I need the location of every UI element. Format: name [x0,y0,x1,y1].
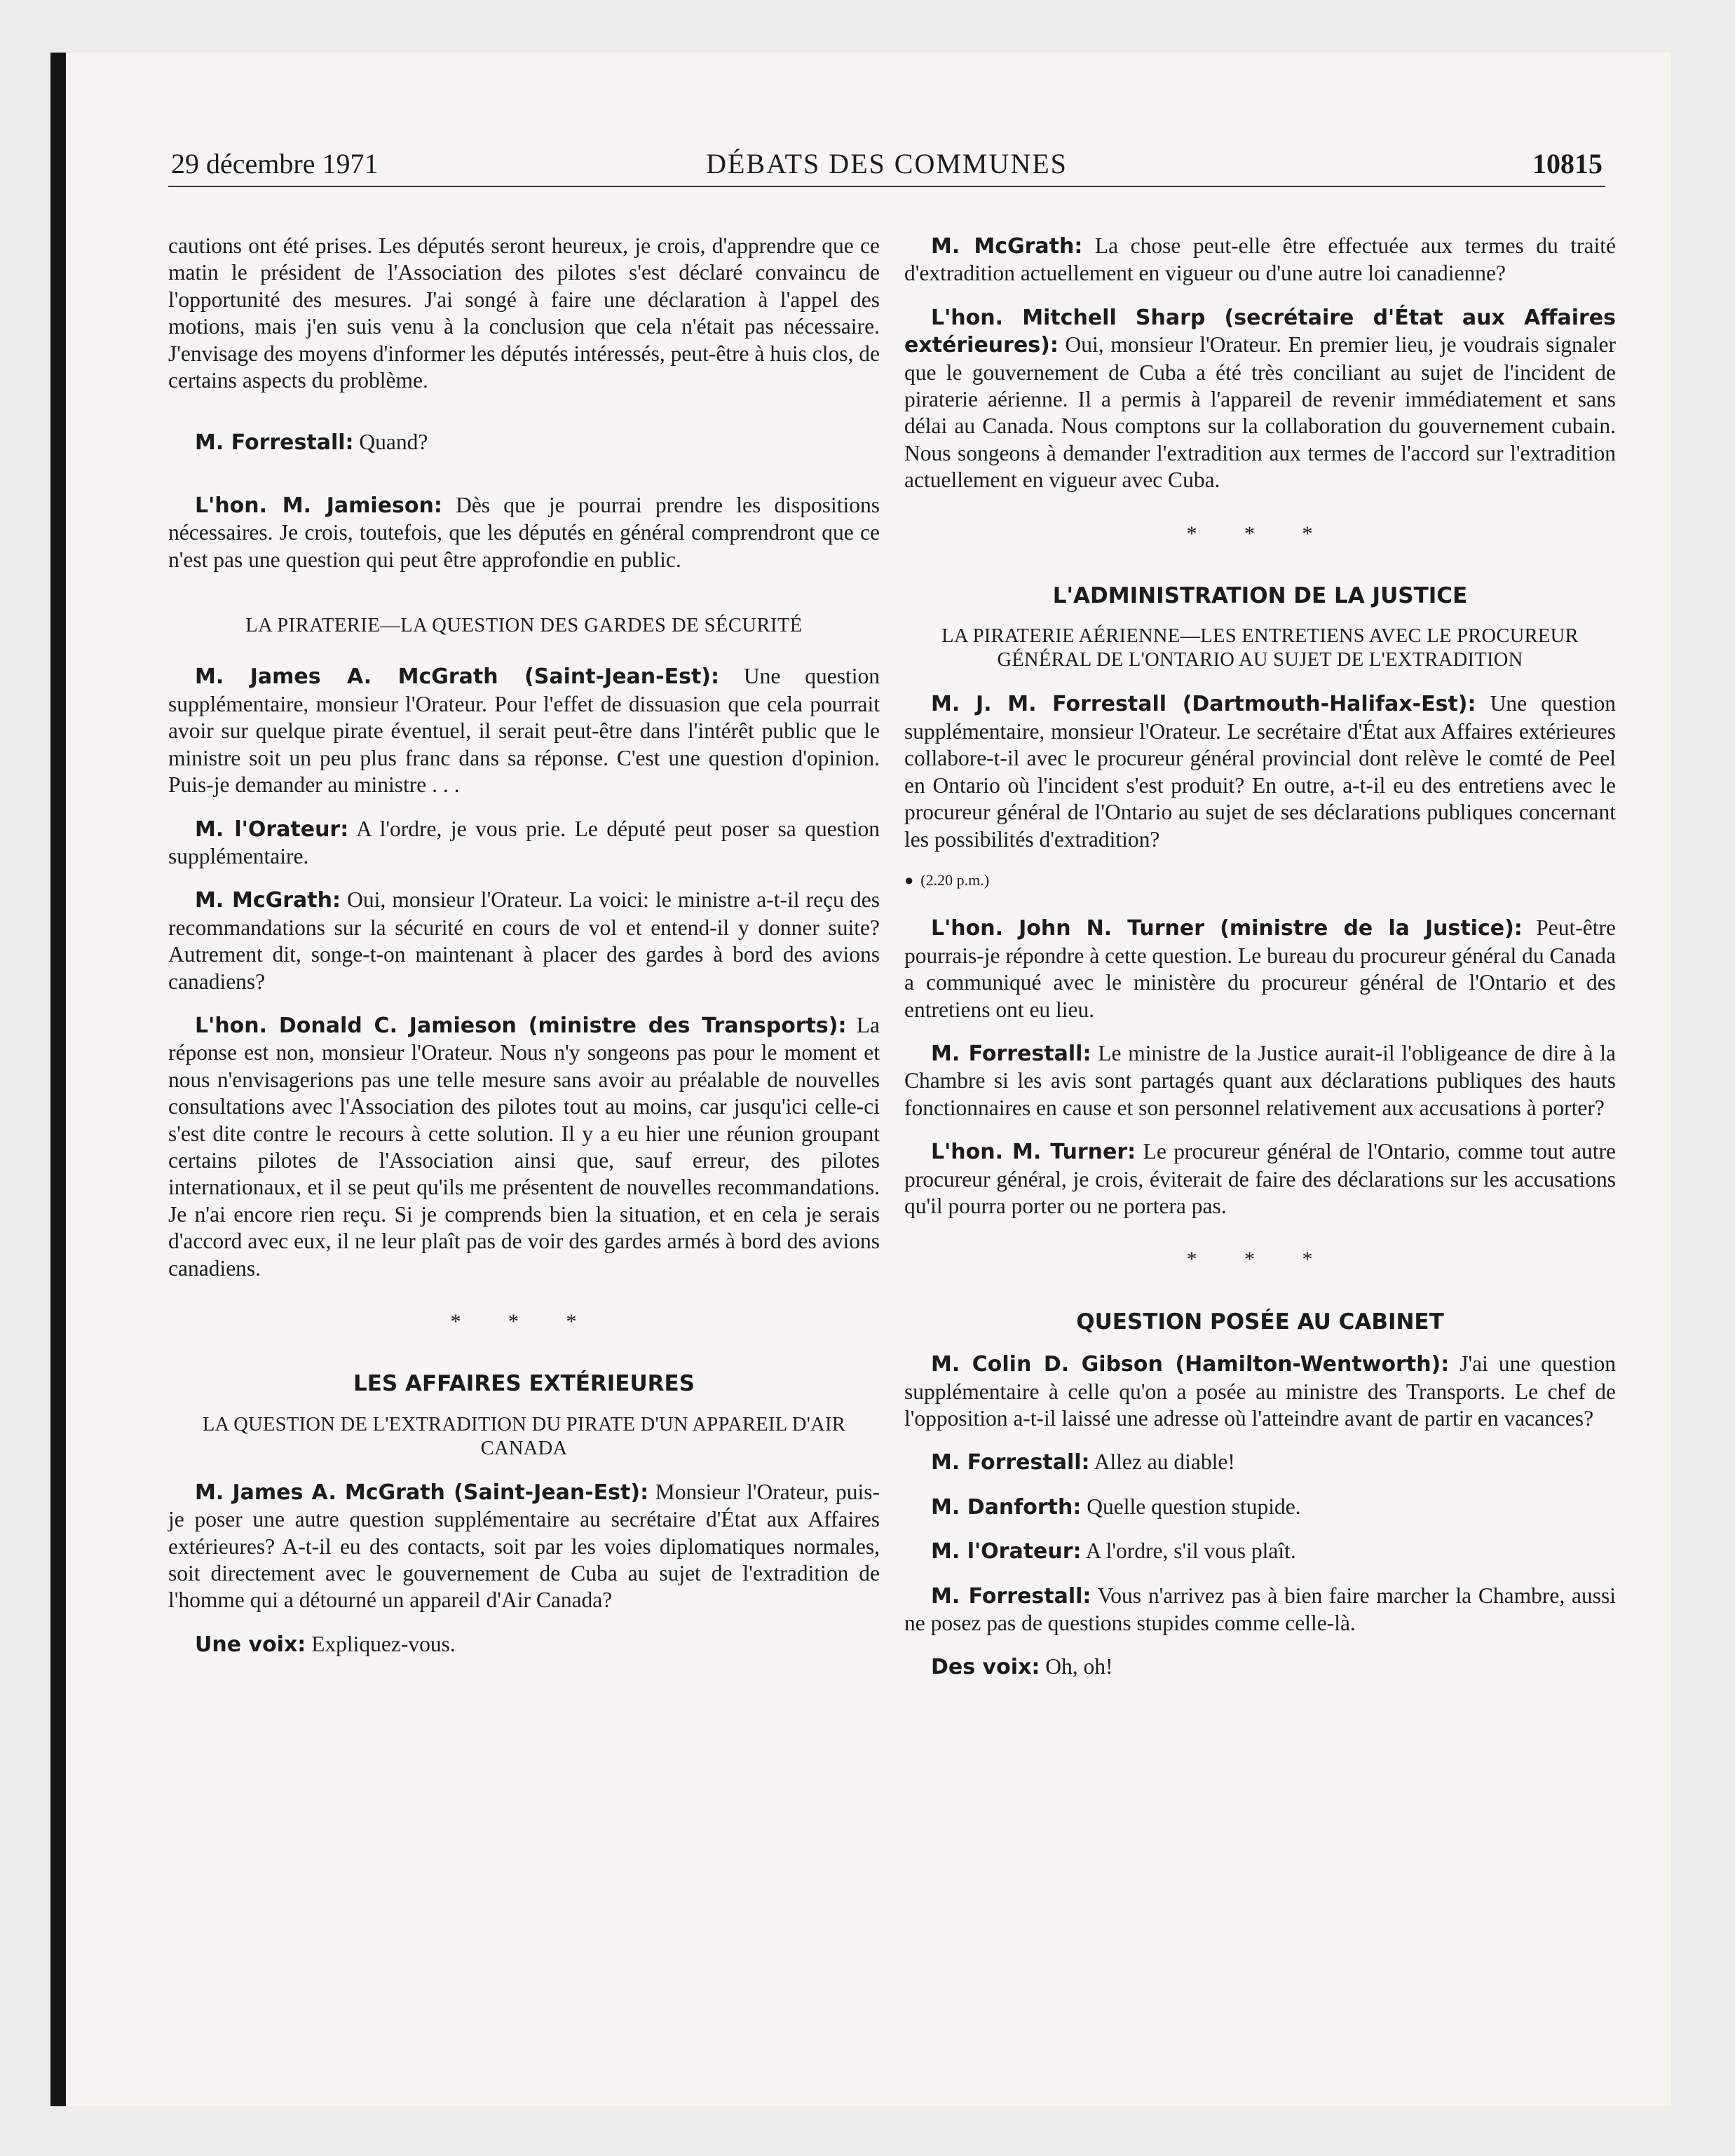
page-header [168,144,1605,187]
speech-entry [904,233,1616,287]
speech-text: Expliquez-vous. [306,1631,456,1656]
speech-text: Oui, monsieur l'Orateur. La voici: le ministre a-t-il reçu des recommandations sur la sécurité en cours de vol et entend-il y donner suite? Autrement dit, songe-t-on maintenant à placer des gardes à bord des avions canadiens? [168,887,880,994]
speech-text: Une question supplémentaire, monsieur l'Orateur. Pour l'effet de dissuasion que cela pourrait avoir sur quelque pirate éventuel, il serait peut-être dans l'intérêt public que le ministre soit un peu plus franc dans sa réponse. C'est une question d'opinion. Puis-je demander au ministre . . . [168,664,880,798]
speaker-name: L'hon. John N. Turner (ministre de la Justice): [931,916,1523,941]
speech-entry [904,1351,1616,1432]
speaker-name: L'hon. Mitchell Sharp (secrétaire d'État aux Affaires extérieures): [904,305,1616,358]
speech-text: Monsieur l'Orateur, puis-je poser une autre question supplémentaire au secrétaire d'État aux Affaires extérieures? A-t-il eu des contacts, soit par les voies diplomatiques normales, soit directement avec le gouvernement de Cuba au sujet de l'extradition de l'homme qui a détourné un appareil d'Air Canada? [168,1479,880,1613]
speech-entry [904,1653,1616,1681]
speaker-name: L'hon. Donald C. Jamieson (ministre des Transports): [195,1013,847,1038]
header-title: DÉBATS DES COMMUNES [706,148,1068,179]
section-heading: QUESTION POSÉE AU CABINET [1076,1309,1444,1335]
section-subheading: LA QUESTION DE L'EXTRADITION DU PIRATE D'UN APPAREIL D'AIR CANADA [202,1413,846,1459]
speaker-name: M. James A. McGrath (Saint-Jean-Est): [195,1480,649,1505]
time-marker [904,867,1616,894]
speaker-name: M. Forrestall: [195,430,354,456]
speech-text: Une question supplémentaire, monsieur l'Orateur. Le secrétaire d'État aux Affaires extérieures collabore-t-il avec le procureur général provincial dont relève le comté de Peel en Ontario où l'incident s'est produit? En outre, a-t-il eu des entretiens avec le procureur général de l'Ontario au sujet de ses déclarations publiques concernant les possibilités d'extradition? [904,691,1616,852]
speaker-name: M. Danforth: [931,1494,1082,1520]
time-mark-text: (2.20 p.m.) [920,871,990,889]
section-subheading: LA PIRATERIE AÉRIENNE—LES ENTRETIENS AVEC LE PROCUREUR GÉNÉRAL DE L'ONTARIO AU SUJET DE L'EXTRADITION [941,625,1579,671]
speech-text: Quelle question stupide. [1081,1494,1301,1519]
speaker-name: M. J. M. Forrestall (Dartmouth-Halifax-Est): [931,692,1476,717]
speech-entry [904,1040,1616,1121]
speaker-name: M. McGrath: [195,888,341,913]
speech-entry [904,690,1616,852]
speech-text: A l'ordre, s'il vous plaît. [1081,1538,1296,1564]
speech-entry [168,887,880,995]
header-date: 29 décembre 1971 [171,148,379,179]
speaker-name: Une voix: [195,1632,306,1657]
speaker-name: Des voix: [931,1655,1040,1680]
speech-text: Oh, oh! [1040,1654,1113,1679]
right-column [904,233,1616,1698]
speaker-name: M. McGrath: [931,234,1083,259]
scan-edge [50,53,66,2106]
speaker-name: L'hon. M. Turner: [931,1140,1136,1165]
speech-text: Allez au diable! [1089,1449,1235,1475]
speech-text: Le procureur général de l'Ontario, comme tout autre procureur général, je crois, éviterait de faire des déclarations sur les accusations qu'il pourra porter ou ne portera pas. [904,1139,1616,1218]
bullet-icon: ● [904,871,914,889]
speech-entry [904,1449,1616,1476]
speaker-name: L'hon. M. Jamieson: [195,493,442,518]
speech-entry [904,1494,1616,1521]
section-heading: L'ADMINISTRATION DE LA JUSTICE [1052,583,1468,609]
speaker-name: M. Forrestall: [931,1450,1090,1475]
speech-entry [904,915,1616,1023]
speech-entry [168,492,880,573]
speaker-name: M. l'Orateur: [195,817,349,842]
speech-entry [904,1583,1616,1637]
speech-entry [904,1538,1616,1565]
speaker-name: M. l'Orateur: [931,1539,1082,1564]
speaker-name: M. Forrestall: [931,1583,1091,1609]
speaker-name: M. Colin D. Gibson (Hamilton-Wentworth): [931,1352,1450,1377]
speech-entry [168,663,880,798]
section-heading: LES AFFAIRES EXTÉRIEURES [353,1371,695,1397]
speech-text: A l'ordre, je vous prie. Le député peut poser sa question supplémentaire. [168,816,880,868]
section-subheading: LA PIRATERIE—LA QUESTION DES GARDES DE SÉCURITÉ [245,615,803,637]
speech-text: Le ministre de la Justice aurait-il l'obligeance de dire à la Chambre si les avis sont partagés quant aux déclarations publiques des hauts fonctionnaires en cause et son personnel relativement aux accusations à porter? [904,1040,1616,1120]
speech-entry [168,816,880,871]
speech-text: Dès que je pourrai prendre les dispositions nécessaires. Je crois, toutefois, que les députés en général comprendront que ce n'est pas une question qui peut être approfondie en public. [168,492,880,572]
speech-entry [168,429,880,456]
speaker-name: M. James A. McGrath (Saint-Jean-Est): [195,664,720,690]
speech-text: La réponse est non, monsieur l'Orateur. Nous n'y songeons pas pour le moment et nous n'envisagerions pas une telle mesure sans avoir au préalable de nouvelles consultations avec l'Association des pilotes tout au moins, car jusqu'ici celle-ci s'est dite contre le recours à cette solution. Il y a eu hier une réunion groupant certains pilotes de l'Association ainsi que, sauf erreur, des pilotes internationaux, et il se peut qu'ils me présentent de nouvelles recommandations. Je n'ai encore rien reçu. Si je comprends bien la situation, et en cela je serais d'accord avec eux, il ne leur plaît pas de voir des gardes armés à bord des avions canadiens. [168,1012,880,1281]
speech-entry [904,1138,1616,1220]
speech-entry [168,1631,880,1658]
speech-entry [168,1479,880,1614]
section-separator: * * * [1186,1248,1334,1271]
paragraph: cautions ont été prises. Les députés seront heureux, je crois, d'apprendre que ce matin le président de l'Association des pilotes s'est déclaré convaincu de l'opportunité des mesures. J'ai songé à faire une déclaration à l'appel des motions, mais j'en suis venu à la conclusion que cela n'était pas nécessaire. J'envisage des moyens d'informer les députés intéressés, peut-être à huis clos, de certains aspects du problème. [168,233,880,393]
left-column [168,233,880,1675]
speech-entry [904,304,1616,494]
speech-text: J'ai une question supplémentaire à celle qu'on a posée au ministre des Transports. Le chef de l'opposition a-t-il laissé une adresse où l'atteindre avant de partir en vacances? [904,1351,1616,1431]
speech-text: Vous n'arrivez pas à bien faire marcher la Chambre, aussi ne posez pas de questions stupides comme celle-là. [904,1583,1616,1636]
section-separator: * * * [450,1310,598,1333]
speech-text: Quand? [353,430,428,455]
speech-text: Peut-être pourrais-je répondre à cette question. Le bureau du procureur général du Canada a communiqué avec le ministère du procureur général de l'Ontario et des entretiens ont eu lieu. [904,915,1616,1022]
speech-text: La chose peut-elle être effectuée aux termes du traité d'extradition actuellement en vigueur ou d'une autre loi canadienne? [904,233,1616,286]
speaker-name: M. Forrestall: [931,1041,1091,1066]
speech-entry [168,1012,880,1282]
speech-text: Oui, monsieur l'Orateur. En premier lieu, je voudrais signaler que le gouvernement de Cuba a été très conciliant au sujet de l'incident de piraterie aérienne. Il a permis à l'appareil de revenir immédiatement et sans délai au Canada. Nous comptons sur la collaboration du gouvernement cubain. Nous songeons à demander l'extradition aux termes de l'accord sur l'extradition actuellement en vigueur avec Cuba. [904,332,1616,493]
header-page-number: 10815 [1532,148,1603,179]
section-separator: * * * [1186,521,1334,545]
